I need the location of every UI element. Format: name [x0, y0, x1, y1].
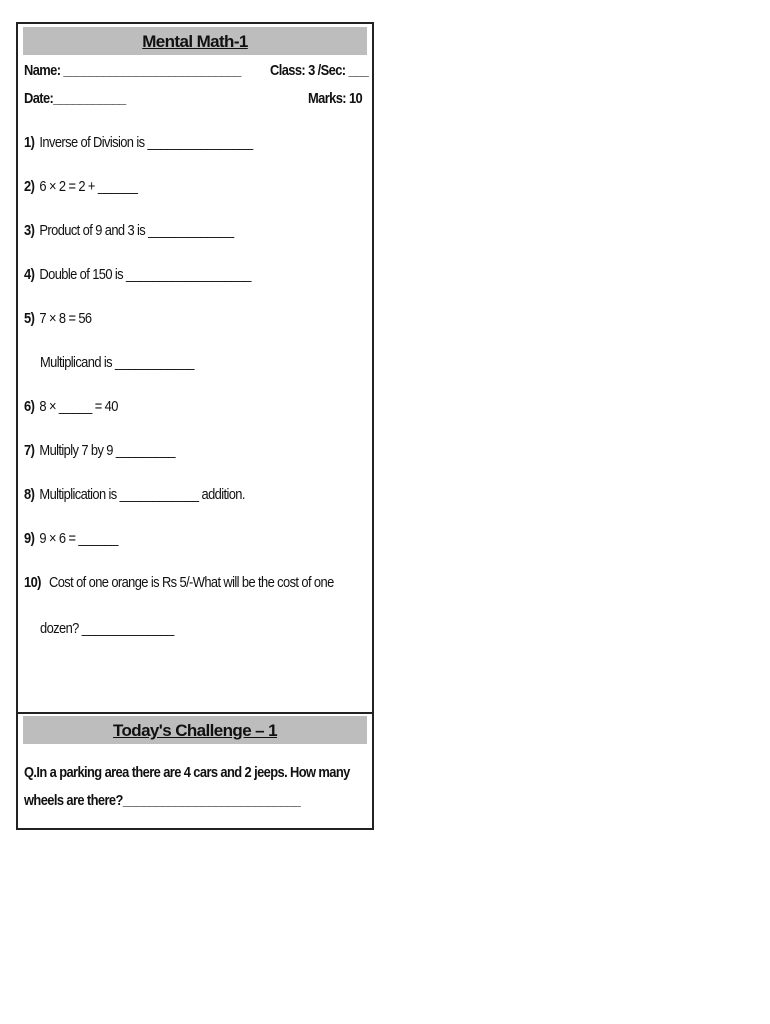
question-text: Product of 9 and 3 is _____________ [39, 222, 234, 239]
marks-label: Marks: 10 [308, 90, 363, 107]
question-text: 7 × 8 = 56 [39, 310, 92, 327]
question-text: 9 × 6 = ______ [39, 530, 118, 547]
question-text: Multiply 7 by 9 _________ [39, 442, 175, 459]
question-number: 2) [24, 178, 35, 195]
question-text: Inverse of Division is ________________ [39, 134, 253, 151]
question-text: Multiplicand is ____________ [40, 354, 194, 371]
question-text: Multiplication is ____________ addition. [39, 486, 245, 503]
question-item [24, 222, 234, 239]
question-number: 10) [24, 574, 41, 591]
worksheet-title: Mental Math-1 [23, 27, 367, 55]
question-number: 3) [24, 222, 35, 239]
question-text: 6 × 2 = 2 + ______ [39, 178, 138, 195]
challenge-question-line2: wheels are there?___________________________ [24, 792, 301, 809]
question-item [24, 398, 118, 415]
challenge-title: Today's Challenge – 1 [23, 716, 367, 744]
question-item [24, 442, 175, 459]
class-field-label: Class: 3 /Sec: ___ [270, 62, 369, 79]
question-text: Cost of one orange is Rs 5/-What will be the cost of one [46, 574, 334, 591]
question-text: 8 × _____ = 40 [39, 398, 118, 415]
question-item [24, 134, 253, 151]
date-field-label: Date:___________ [24, 90, 126, 107]
question-text: dozen? ______________ [40, 620, 174, 637]
section-divider [18, 712, 372, 714]
question-item [24, 266, 251, 283]
question-number: 8) [24, 486, 35, 503]
worksheet [16, 22, 374, 830]
question-item [24, 574, 334, 591]
name-field-label: Name: ___________________________ [24, 62, 241, 79]
question-number: 9) [24, 530, 35, 547]
question-item [24, 530, 118, 547]
question-item [24, 310, 92, 327]
question-number: 5) [24, 310, 35, 327]
question-continuation [40, 354, 194, 371]
question-number: 1) [24, 134, 35, 151]
question-number: 6) [24, 398, 35, 415]
question-text: Double of 150 is ___________________ [39, 266, 251, 283]
question-number: 7) [24, 442, 35, 459]
question-item [24, 178, 137, 195]
question-number: 4) [24, 266, 35, 283]
challenge-question-line1: Q.In a parking area there are 4 cars and 2 jeeps. How many [24, 764, 350, 781]
question-item [24, 486, 245, 503]
question-continuation [40, 620, 174, 637]
